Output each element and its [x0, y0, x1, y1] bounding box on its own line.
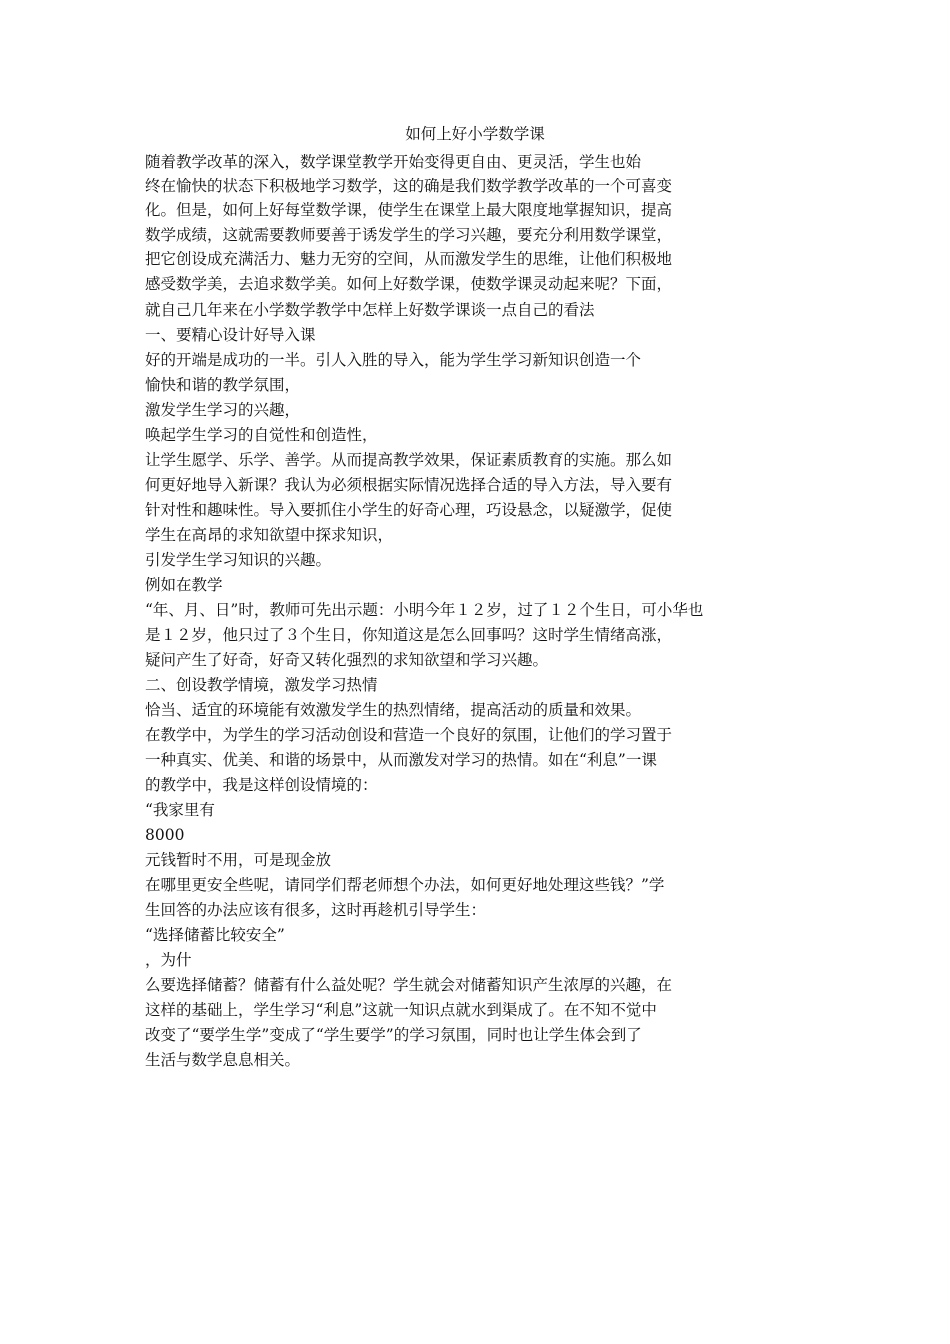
- text-line: 愉快和谐的教学氛围，: [145, 376, 301, 394]
- text-line: 学生在高昂的求知欲望中探求知识，: [145, 526, 394, 544]
- text-line: ，为什: [145, 951, 192, 969]
- text-line: “我家里有: [145, 801, 215, 819]
- section-heading: 二、创设教学情境，激发学习热情: [145, 676, 378, 694]
- document-title: 如何上好小学数学课: [405, 125, 545, 143]
- text-line: 么要选择储蓄？储蓄有什么益处呢？学生就会对储蓄知识产生浓厚的兴趣，在: [145, 976, 673, 994]
- text-line: 在哪里更安全些呢，请同学们帮老师想个办法，如何更好地处理这些钱？”学: [145, 876, 665, 894]
- text-line: 化。但是，如何上好每堂数学课，使学生在课堂上最大限度地掌握知识，提高: [145, 201, 673, 219]
- text-line: 针对性和趣味性。导入要抓住小学生的好奇心理，巧设悬念，以疑激学，促使: [145, 501, 673, 519]
- text-line: 终在愉快的状态下积极地学习数学，这的确是我们数学教学改革的一个可喜变: [145, 177, 673, 195]
- text-line: 一种真实、优美、和谐的场景中，从而激发对学习的热情。如在“利息”一课: [145, 751, 657, 769]
- text-line: 唤起学生学习的自觉性和创造性，: [145, 426, 378, 444]
- text-line: 改变了“要学生学”变成了“学生要学”的学习氛围，同时也让学生体会到了: [145, 1026, 642, 1044]
- text-line: 生活与数学息息相关。: [145, 1051, 301, 1069]
- text-line: 8000: [145, 826, 185, 844]
- text-line: 让学生愿学、乐学、善学。从而提高教学效果，保证素质教育的实施。那么如: [145, 451, 673, 469]
- text-line: “选择储蓄比较安全”: [145, 926, 285, 944]
- text-line: 感受数学美，去追求数学美。如何上好数学课，使数学课灵动起来呢？下面，: [145, 275, 673, 293]
- text-line: 这样的基础上，学生学习“利息”这就一知识点就水到渠成了。在不知不觉中: [145, 1001, 657, 1019]
- text-line: 元钱暂时不用，可是现金放: [145, 851, 332, 869]
- text-line: 随着教学改革的深入，数学课堂教学开始变得更自由、更灵活，学生也始: [145, 153, 642, 171]
- text-line: 引发学生学习知识的兴趣。: [145, 551, 332, 569]
- text-line: 例如在教学: [145, 576, 223, 594]
- text-line: 生回答的办法应该有很多，这时再趁机引导学生：: [145, 901, 487, 919]
- text-line: 是１２岁，他只过了３个生日，你知道这是怎么回事吗？这时学生情绪高涨，: [145, 626, 673, 644]
- text-line: 把它创设成充满活力、魅力无穷的空间，从而激发学生的思维，让他们积极地: [145, 250, 673, 268]
- text-line: 数学成绩，这就需要教师要善于诱发学生的学习兴趣，要充分利用数学课堂，: [145, 226, 673, 244]
- text-line: 好的开端是成功的一半。引人入胜的导入，能为学生学习新知识创造一个: [145, 351, 642, 369]
- text-line: 的教学中，我是这样创设情境的：: [145, 776, 378, 794]
- text-line: 何更好地导入新课？我认为必须根据实际情况选择合适的导入方法，导入要有: [145, 476, 673, 494]
- text-line: 在教学中，为学生的学习活动创设和营造一个良好的氛围，让他们的学习置于: [145, 726, 673, 744]
- text-line: 恰当、适宜的环境能有效激发学生的热烈情绪，提高活动的质量和效果。: [145, 701, 642, 719]
- text-line: 疑问产生了好奇，好奇又转化强烈的求知欲望和学习兴趣。: [145, 651, 549, 669]
- text-line: “年、月、日”时，教师可先出示题：小明今年１２岁，过了１２个生日，可小华也: [145, 601, 704, 619]
- section-heading: 一、要精心设计好导入课: [145, 326, 316, 344]
- text-line: 就自己几年来在小学数学教学中怎样上好数学课谈一点自己的看法: [145, 301, 595, 319]
- text-line: 激发学生学习的兴趣，: [145, 401, 301, 419]
